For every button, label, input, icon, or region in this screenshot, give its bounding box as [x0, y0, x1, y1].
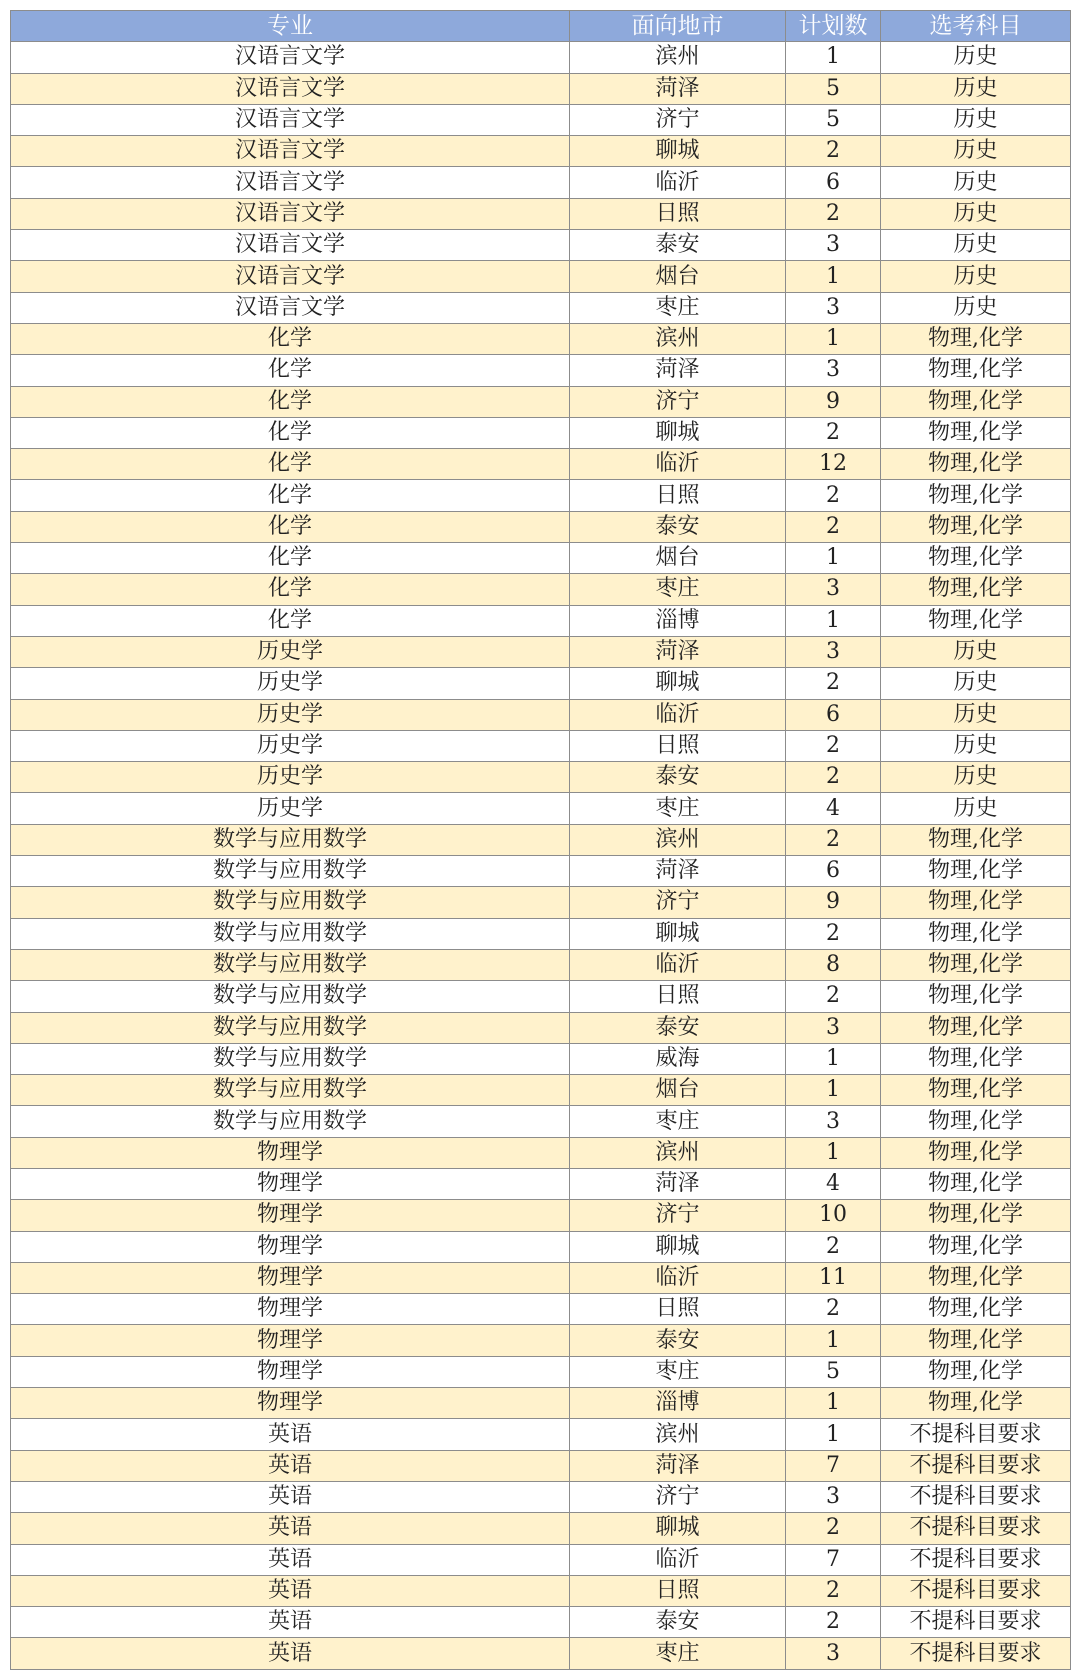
cell-city: 菏泽: [570, 1450, 786, 1481]
table-row: [11, 1450, 1071, 1481]
cell-subjects: 不提科目要求: [881, 1638, 1071, 1669]
cell-city: 日照: [570, 730, 786, 761]
cell-city: 泰安: [570, 1607, 786, 1638]
cell-subjects: 物理,化学: [881, 887, 1071, 918]
cell-major: 化学: [11, 386, 570, 417]
cell-subjects: 历史: [881, 636, 1071, 667]
cell-city: 枣庄: [570, 793, 786, 824]
cell-major: 英语: [11, 1419, 570, 1450]
cell-city: 日照: [570, 981, 786, 1012]
cell-city: 日照: [570, 198, 786, 229]
table-row: [11, 1168, 1071, 1199]
cell-subjects: 物理,化学: [881, 417, 1071, 448]
cell-major: 历史学: [11, 762, 570, 793]
cell-subjects: 历史: [881, 261, 1071, 292]
cell-major: 化学: [11, 511, 570, 542]
table-row: [11, 167, 1071, 198]
cell-subjects: 历史: [881, 73, 1071, 104]
cell-subjects: 物理,化学: [881, 574, 1071, 605]
table-row: [11, 1137, 1071, 1168]
table-row: [11, 1043, 1071, 1074]
cell-major: 数学与应用数学: [11, 1012, 570, 1043]
table-row: [11, 668, 1071, 699]
table-row: [11, 1012, 1071, 1043]
cell-major: 英语: [11, 1450, 570, 1481]
table-row: [11, 543, 1071, 574]
cell-major: 英语: [11, 1607, 570, 1638]
cell-major: 英语: [11, 1481, 570, 1512]
cell-plan-count: 10: [786, 1200, 881, 1231]
cell-subjects: 历史: [881, 42, 1071, 73]
cell-plan-count: 5: [786, 1356, 881, 1387]
cell-major: 物理学: [11, 1294, 570, 1325]
cell-subjects: 历史: [881, 762, 1071, 793]
cell-subjects: 不提科目要求: [881, 1450, 1071, 1481]
cell-major: 化学: [11, 355, 570, 386]
cell-city: 滨州: [570, 824, 786, 855]
header-row: [11, 11, 1071, 42]
cell-subjects: 物理,化学: [881, 1137, 1071, 1168]
cell-city: 菏泽: [570, 856, 786, 887]
table-row: [11, 1419, 1071, 1450]
cell-city: 临沂: [570, 449, 786, 480]
cell-major: 数学与应用数学: [11, 824, 570, 855]
table-row: [11, 918, 1071, 949]
cell-major: 化学: [11, 574, 570, 605]
table-row: [11, 1262, 1071, 1293]
cell-plan-count: 4: [786, 1168, 881, 1199]
cell-subjects: 历史: [881, 230, 1071, 261]
cell-subjects: 物理,化学: [881, 1075, 1071, 1106]
table-row: [11, 198, 1071, 229]
cell-city: 临沂: [570, 1544, 786, 1575]
cell-plan-count: 2: [786, 981, 881, 1012]
cell-major: 汉语言文学: [11, 73, 570, 104]
cell-major: 历史学: [11, 636, 570, 667]
cell-subjects: 物理,化学: [881, 1262, 1071, 1293]
cell-subjects: 物理,化学: [881, 355, 1071, 386]
cell-city: 临沂: [570, 949, 786, 980]
cell-subjects: 物理,化学: [881, 824, 1071, 855]
cell-major: 物理学: [11, 1200, 570, 1231]
cell-subjects: 历史: [881, 167, 1071, 198]
cell-plan-count: 5: [786, 104, 881, 135]
header-subjects: 选考科目: [881, 11, 1071, 42]
table-row: [11, 1607, 1071, 1638]
cell-subjects: 物理,化学: [881, 511, 1071, 542]
cell-city: 聊城: [570, 136, 786, 167]
cell-city: 日照: [570, 1575, 786, 1606]
cell-plan-count: 2: [786, 480, 881, 511]
cell-major: 英语: [11, 1544, 570, 1575]
cell-major: 物理学: [11, 1388, 570, 1419]
table-row: [11, 104, 1071, 135]
cell-major: 数学与应用数学: [11, 1075, 570, 1106]
cell-city: 枣庄: [570, 292, 786, 323]
cell-subjects: 历史: [881, 699, 1071, 730]
cell-subjects: 历史: [881, 136, 1071, 167]
cell-subjects: 物理,化学: [881, 1231, 1071, 1262]
cell-plan-count: 2: [786, 511, 881, 542]
cell-major: 物理学: [11, 1325, 570, 1356]
cell-plan-count: 8: [786, 949, 881, 980]
cell-plan-count: 1: [786, 1075, 881, 1106]
table-row: [11, 856, 1071, 887]
cell-city: 滨州: [570, 42, 786, 73]
cell-plan-count: 2: [786, 918, 881, 949]
cell-plan-count: 11: [786, 1262, 881, 1293]
cell-city: 泰安: [570, 1325, 786, 1356]
cell-major: 物理学: [11, 1356, 570, 1387]
cell-major: 汉语言文学: [11, 104, 570, 135]
cell-subjects: 物理,化学: [881, 1356, 1071, 1387]
cell-city: 滨州: [570, 323, 786, 354]
cell-subjects: 物理,化学: [881, 386, 1071, 417]
cell-plan-count: 2: [786, 1294, 881, 1325]
cell-plan-count: 2: [786, 730, 881, 761]
table-row: [11, 1513, 1071, 1544]
cell-city: 济宁: [570, 1481, 786, 1512]
table-row: [11, 292, 1071, 323]
cell-subjects: 物理,化学: [881, 1012, 1071, 1043]
cell-subjects: 物理,化学: [881, 918, 1071, 949]
cell-plan-count: 1: [786, 1388, 881, 1419]
cell-plan-count: 2: [786, 1607, 881, 1638]
cell-plan-count: 7: [786, 1544, 881, 1575]
cell-subjects: 历史: [881, 292, 1071, 323]
cell-city: 泰安: [570, 230, 786, 261]
cell-major: 汉语言文学: [11, 42, 570, 73]
cell-city: 聊城: [570, 1513, 786, 1544]
table-row: [11, 824, 1071, 855]
cell-plan-count: 3: [786, 636, 881, 667]
cell-plan-count: 9: [786, 887, 881, 918]
cell-city: 济宁: [570, 386, 786, 417]
cell-subjects: 历史: [881, 104, 1071, 135]
table-body: [11, 42, 1071, 1669]
cell-plan-count: 1: [786, 42, 881, 73]
cell-major: 化学: [11, 449, 570, 480]
cell-plan-count: 3: [786, 292, 881, 323]
cell-subjects: 历史: [881, 668, 1071, 699]
cell-city: 临沂: [570, 699, 786, 730]
cell-city: 济宁: [570, 1200, 786, 1231]
table-row: [11, 480, 1071, 511]
cell-plan-count: 3: [786, 574, 881, 605]
cell-major: 数学与应用数学: [11, 856, 570, 887]
table-row: [11, 355, 1071, 386]
cell-major: 化学: [11, 417, 570, 448]
cell-major: 数学与应用数学: [11, 918, 570, 949]
cell-city: 聊城: [570, 417, 786, 448]
cell-plan-count: 5: [786, 73, 881, 104]
table-row: [11, 323, 1071, 354]
cell-subjects: 物理,化学: [881, 1043, 1071, 1074]
table-header: [11, 11, 1071, 42]
table-row: [11, 1200, 1071, 1231]
cell-major: 数学与应用数学: [11, 1043, 570, 1074]
cell-major: 汉语言文学: [11, 167, 570, 198]
cell-plan-count: 6: [786, 856, 881, 887]
cell-major: 化学: [11, 543, 570, 574]
cell-major: 汉语言文学: [11, 198, 570, 229]
cell-major: 化学: [11, 323, 570, 354]
cell-major: 化学: [11, 480, 570, 511]
cell-plan-count: 2: [786, 1575, 881, 1606]
cell-plan-count: 3: [786, 355, 881, 386]
table-row: [11, 1294, 1071, 1325]
table-row: [11, 887, 1071, 918]
cell-city: 日照: [570, 480, 786, 511]
cell-city: 聊城: [570, 1231, 786, 1262]
cell-subjects: 不提科目要求: [881, 1544, 1071, 1575]
cell-plan-count: 2: [786, 1513, 881, 1544]
cell-major: 汉语言文学: [11, 230, 570, 261]
cell-city: 滨州: [570, 1137, 786, 1168]
table-row: [11, 793, 1071, 824]
cell-major: 物理学: [11, 1137, 570, 1168]
cell-subjects: 不提科目要求: [881, 1575, 1071, 1606]
cell-city: 枣庄: [570, 1106, 786, 1137]
cell-city: 枣庄: [570, 1638, 786, 1669]
cell-major: 历史学: [11, 668, 570, 699]
cell-subjects: 不提科目要求: [881, 1481, 1071, 1512]
cell-subjects: 历史: [881, 793, 1071, 824]
cell-subjects: 不提科目要求: [881, 1607, 1071, 1638]
cell-major: 数学与应用数学: [11, 1106, 570, 1137]
cell-major: 数学与应用数学: [11, 949, 570, 980]
cell-plan-count: 3: [786, 1106, 881, 1137]
cell-plan-count: 6: [786, 699, 881, 730]
cell-plan-count: 2: [786, 136, 881, 167]
cell-subjects: 物理,化学: [881, 1168, 1071, 1199]
table-row: [11, 762, 1071, 793]
cell-subjects: 物理,化学: [881, 1200, 1071, 1231]
cell-plan-count: 2: [786, 1231, 881, 1262]
cell-major: 历史学: [11, 793, 570, 824]
header-city: 面向地市: [570, 11, 786, 42]
table-row: [11, 386, 1071, 417]
cell-subjects: 物理,化学: [881, 856, 1071, 887]
table-row: [11, 42, 1071, 73]
cell-major: 数学与应用数学: [11, 981, 570, 1012]
cell-major: 汉语言文学: [11, 292, 570, 323]
cell-major: 化学: [11, 605, 570, 636]
cell-major: 英语: [11, 1513, 570, 1544]
cell-city: 聊城: [570, 918, 786, 949]
cell-subjects: 物理,化学: [881, 981, 1071, 1012]
table-row: [11, 230, 1071, 261]
table-row: [11, 636, 1071, 667]
table-row: [11, 949, 1071, 980]
cell-subjects: 物理,化学: [881, 949, 1071, 980]
cell-major: 汉语言文学: [11, 136, 570, 167]
cell-major: 英语: [11, 1638, 570, 1669]
cell-major: 历史学: [11, 699, 570, 730]
cell-plan-count: 1: [786, 323, 881, 354]
header-major: 专业: [11, 11, 570, 42]
cell-city: 济宁: [570, 887, 786, 918]
cell-city: 枣庄: [570, 574, 786, 605]
cell-city: 威海: [570, 1043, 786, 1074]
cell-subjects: 物理,化学: [881, 1388, 1071, 1419]
cell-plan-count: 2: [786, 198, 881, 229]
cell-plan-count: 9: [786, 386, 881, 417]
cell-city: 淄博: [570, 1388, 786, 1419]
cell-plan-count: 12: [786, 449, 881, 480]
cell-plan-count: 6: [786, 167, 881, 198]
cell-city: 枣庄: [570, 1356, 786, 1387]
cell-plan-count: 1: [786, 1325, 881, 1356]
cell-plan-count: 3: [786, 1638, 881, 1669]
table-row: [11, 1231, 1071, 1262]
table-row: [11, 1075, 1071, 1106]
table-row: [11, 699, 1071, 730]
table-row: [11, 417, 1071, 448]
cell-plan-count: 2: [786, 824, 881, 855]
cell-major: 物理学: [11, 1262, 570, 1293]
table-row: [11, 1356, 1071, 1387]
cell-plan-count: 1: [786, 1043, 881, 1074]
cell-city: 泰安: [570, 1012, 786, 1043]
cell-plan-count: 3: [786, 230, 881, 261]
table-row: [11, 261, 1071, 292]
table-row: [11, 574, 1071, 605]
cell-city: 淄博: [570, 605, 786, 636]
cell-plan-count: 1: [786, 543, 881, 574]
cell-city: 菏泽: [570, 73, 786, 104]
table-row: [11, 1325, 1071, 1356]
cell-major: 历史学: [11, 730, 570, 761]
cell-subjects: 物理,化学: [881, 1106, 1071, 1137]
header-plan-count: 计划数: [786, 11, 881, 42]
cell-major: 物理学: [11, 1231, 570, 1262]
cell-subjects: 物理,化学: [881, 449, 1071, 480]
table-row: [11, 73, 1071, 104]
cell-subjects: 物理,化学: [881, 605, 1071, 636]
table-row: [11, 511, 1071, 542]
cell-city: 聊城: [570, 668, 786, 699]
cell-city: 滨州: [570, 1419, 786, 1450]
cell-plan-count: 3: [786, 1012, 881, 1043]
cell-plan-count: 2: [786, 417, 881, 448]
cell-city: 泰安: [570, 511, 786, 542]
cell-plan-count: 1: [786, 1419, 881, 1450]
cell-subjects: 不提科目要求: [881, 1419, 1071, 1450]
cell-city: 菏泽: [570, 1168, 786, 1199]
cell-city: 菏泽: [570, 355, 786, 386]
table-row: [11, 1388, 1071, 1419]
cell-subjects: 历史: [881, 198, 1071, 229]
cell-major: 数学与应用数学: [11, 887, 570, 918]
cell-city: 临沂: [570, 167, 786, 198]
table-row: [11, 1638, 1071, 1669]
cell-city: 烟台: [570, 1075, 786, 1106]
cell-major: 汉语言文学: [11, 261, 570, 292]
cell-plan-count: 3: [786, 1481, 881, 1512]
cell-plan-count: 4: [786, 793, 881, 824]
table-row: [11, 449, 1071, 480]
cell-plan-count: 1: [786, 261, 881, 292]
table-row: [11, 730, 1071, 761]
cell-subjects: 物理,化学: [881, 1325, 1071, 1356]
cell-city: 泰安: [570, 762, 786, 793]
cell-city: 临沂: [570, 1262, 786, 1293]
cell-plan-count: 2: [786, 762, 881, 793]
table-row: [11, 1575, 1071, 1606]
table-row: [11, 1106, 1071, 1137]
cell-city: 日照: [570, 1294, 786, 1325]
table-row: [11, 605, 1071, 636]
table-row: [11, 1544, 1071, 1575]
enrollment-plan-table: [10, 10, 1071, 1670]
cell-city: 菏泽: [570, 636, 786, 667]
cell-subjects: 不提科目要求: [881, 1513, 1071, 1544]
cell-major: 英语: [11, 1575, 570, 1606]
cell-plan-count: 7: [786, 1450, 881, 1481]
table-row: [11, 136, 1071, 167]
table-row: [11, 981, 1071, 1012]
cell-plan-count: 1: [786, 605, 881, 636]
cell-subjects: 物理,化学: [881, 480, 1071, 511]
table-row: [11, 1481, 1071, 1512]
cell-subjects: 物理,化学: [881, 1294, 1071, 1325]
cell-plan-count: 1: [786, 1137, 881, 1168]
cell-plan-count: 2: [786, 668, 881, 699]
cell-major: 物理学: [11, 1168, 570, 1199]
cell-subjects: 历史: [881, 730, 1071, 761]
cell-subjects: 物理,化学: [881, 543, 1071, 574]
cell-city: 济宁: [570, 104, 786, 135]
cell-city: 烟台: [570, 261, 786, 292]
cell-city: 烟台: [570, 543, 786, 574]
cell-subjects: 物理,化学: [881, 323, 1071, 354]
